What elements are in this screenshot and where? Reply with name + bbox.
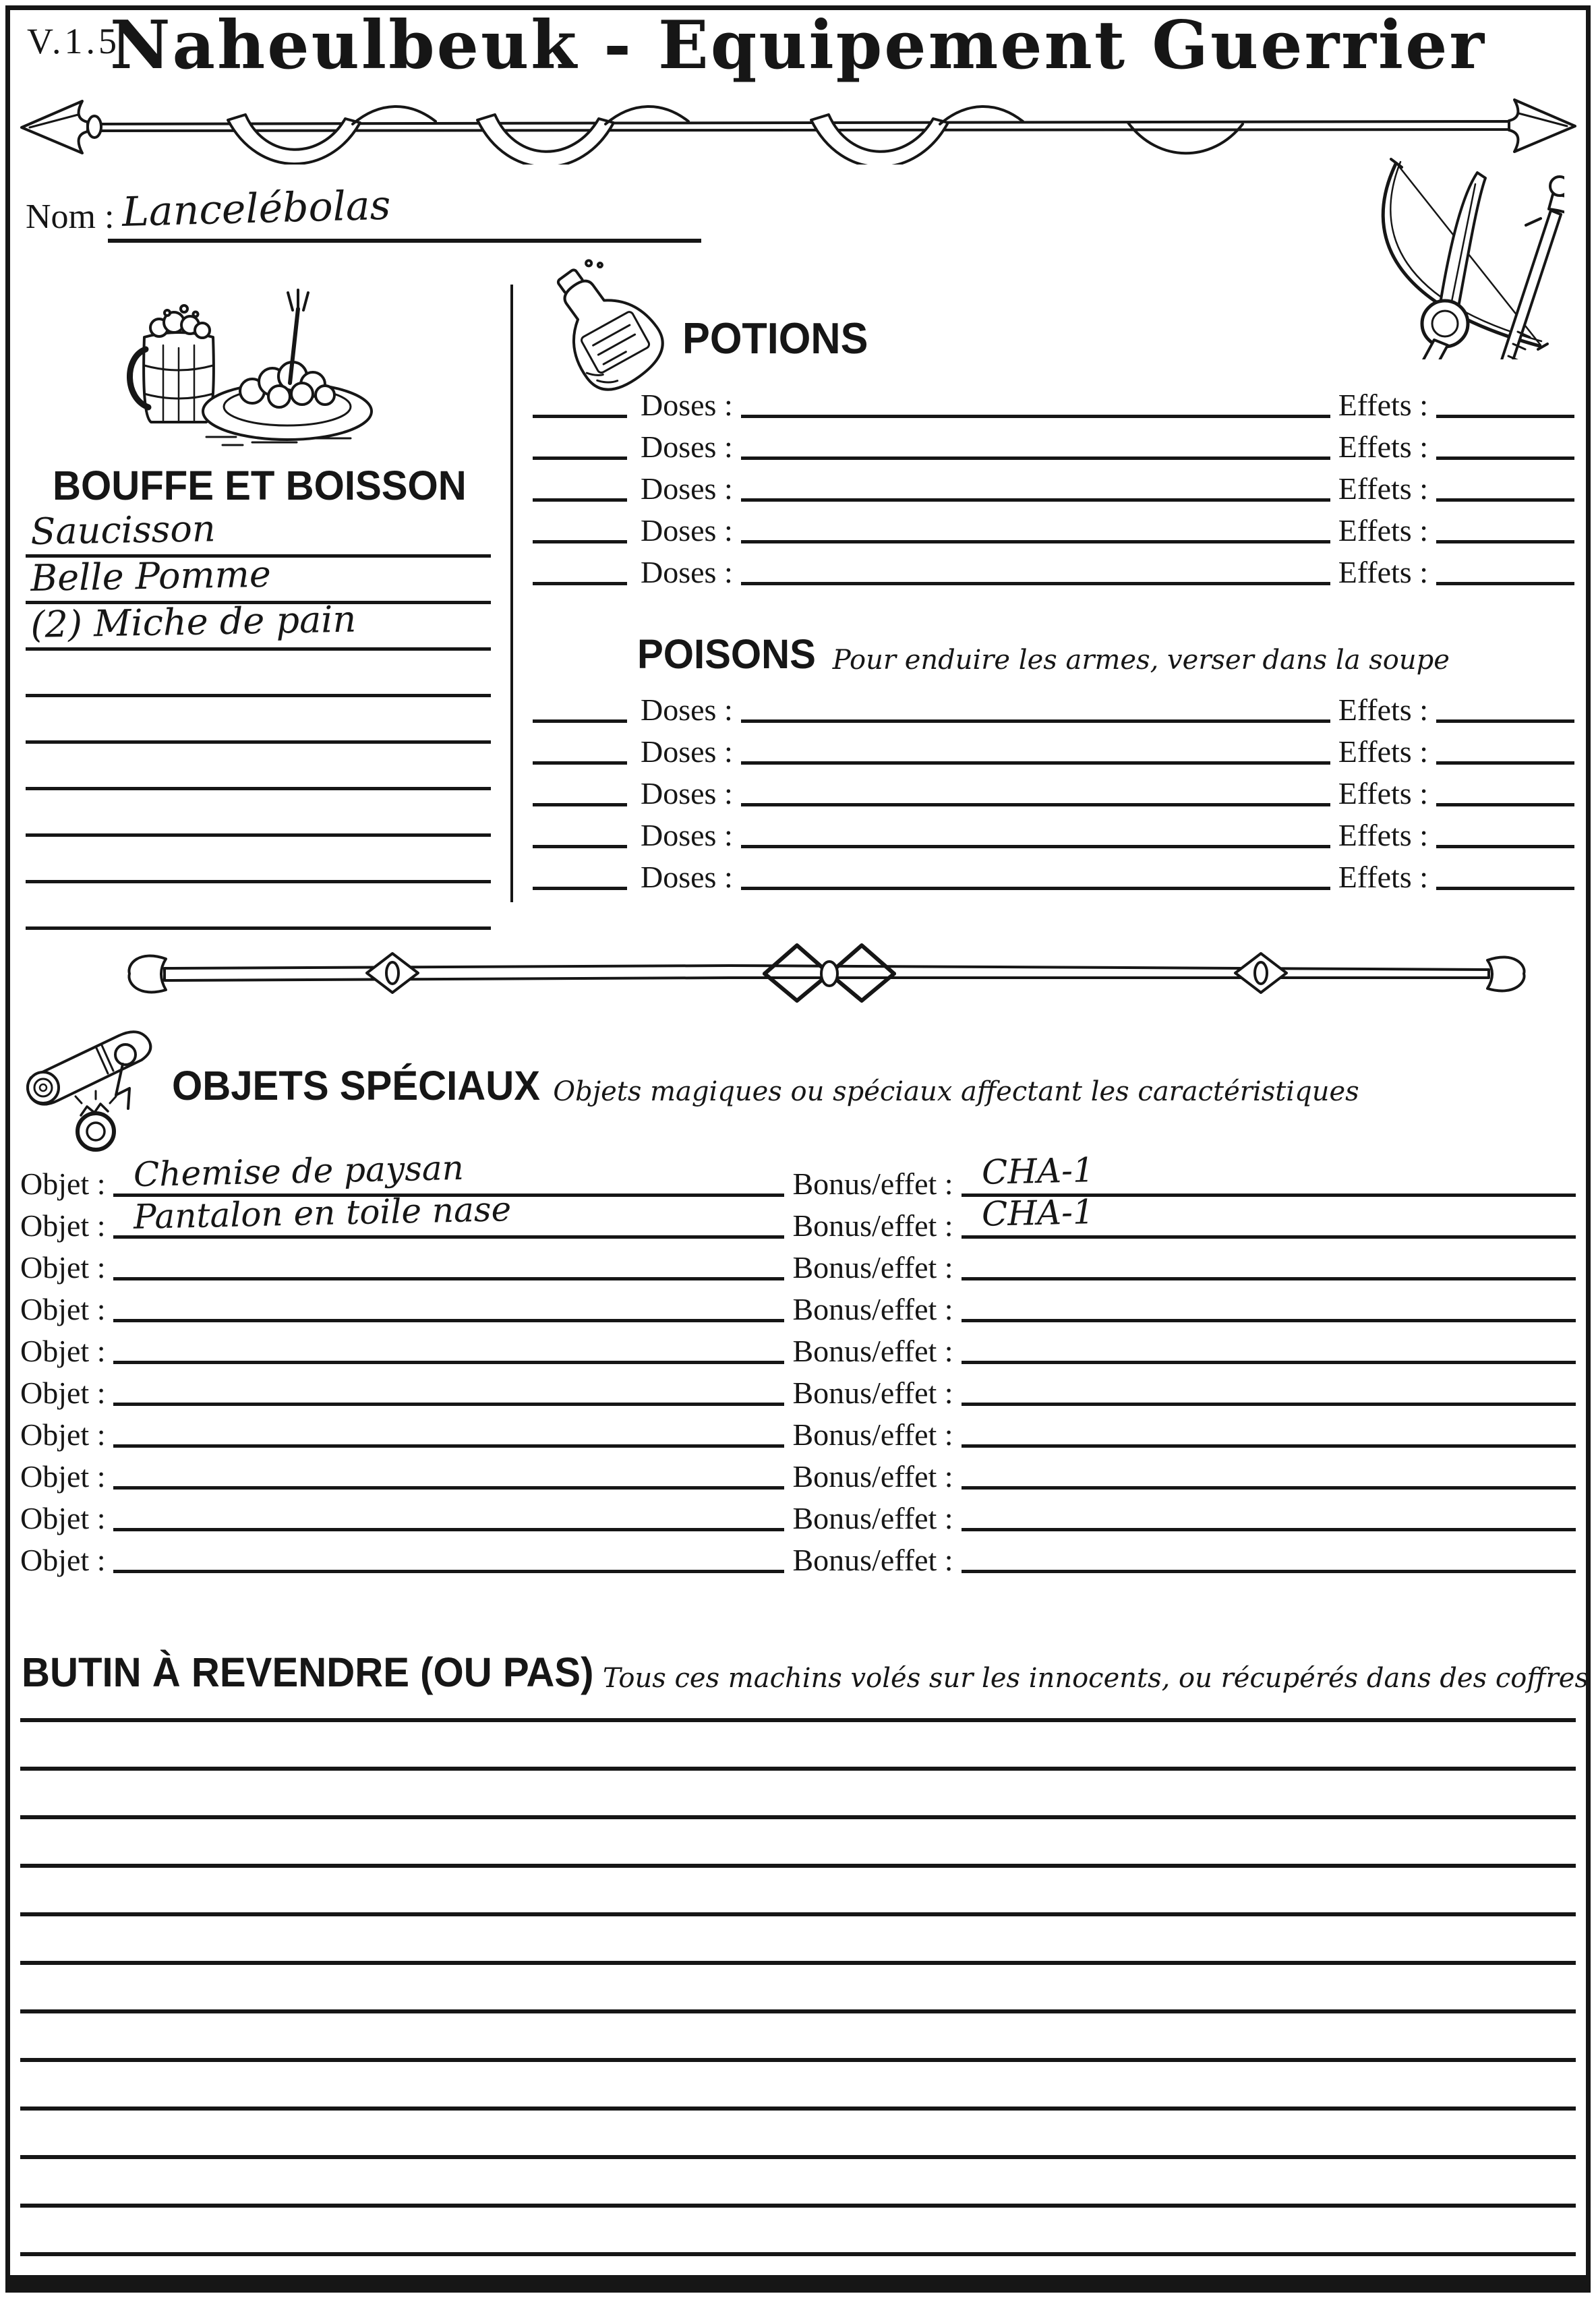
potion-dose-label: Doses :: [641, 513, 733, 548]
poison-dose-field[interactable]: [741, 867, 1330, 890]
poison-effet-label: Effets :: [1338, 776, 1428, 811]
bonus-field[interactable]: [962, 1383, 1576, 1406]
poison-dose-label: Doses :: [641, 818, 733, 852]
objet-field[interactable]: [113, 1258, 784, 1280]
bonus-label: Bonus/effet :: [792, 1459, 953, 1494]
objet-label: Objet :: [20, 1250, 106, 1285]
poison-dose-label: Doses :: [641, 693, 733, 727]
potion-row: [533, 502, 1574, 548]
bouffe-line-field[interactable]: [26, 883, 491, 930]
potion-effet-field[interactable]: [1436, 437, 1574, 460]
poisons-table: [533, 681, 1574, 894]
potion-dose-field[interactable]: [741, 395, 1330, 418]
potion-effet-label: Effets :: [1338, 430, 1428, 464]
objets-heading: OBJETS SPÉCIAUX: [172, 1062, 541, 1109]
butin-line-field[interactable]: [20, 1916, 1576, 1965]
butin-list: [20, 1674, 1576, 2298]
bouffe-line-field[interactable]: [26, 744, 491, 790]
objets-table: [20, 1148, 1576, 1577]
bonus-label: Bonus/effet :: [792, 1334, 953, 1368]
version-label: V.1.5: [27, 21, 121, 61]
column-divider: [510, 285, 513, 902]
objet-field[interactable]: [113, 1508, 784, 1531]
bonus-field[interactable]: [962, 1258, 1576, 1280]
bonus-value: CHA-1: [980, 1150, 1094, 1192]
poison-count-field[interactable]: [533, 784, 627, 806]
butin-line-field[interactable]: [20, 1771, 1576, 1819]
butin-heading: BUTIN À REVENDRE (OU PAS): [22, 1649, 594, 1696]
objet-label: Objet :: [20, 1376, 106, 1410]
bouffe-list: [26, 507, 491, 930]
poison-effet-label: Effets :: [1338, 818, 1428, 852]
objet-label: Objet :: [20, 1459, 106, 1494]
objet-label: Objet :: [20, 1417, 106, 1452]
potion-dose-label: Doses :: [641, 388, 733, 422]
bonus-field[interactable]: [962, 1467, 1576, 1490]
potion-effet-field[interactable]: [1436, 521, 1574, 543]
butin-line-field[interactable]: [20, 2256, 1576, 2298]
bouffe-line-field[interactable]: [26, 552, 491, 604]
bouffe-line-field[interactable]: [26, 651, 491, 697]
potion-effet-label: Effets :: [1338, 555, 1428, 589]
butin-subtitle: Tous ces machins volés sur les innocents, ou récupérés dans des coffres: [602, 1663, 1589, 1694]
objet-field[interactable]: [113, 1425, 784, 1448]
objet-row: [20, 1406, 1576, 1452]
poison-effet-field[interactable]: [1436, 825, 1574, 848]
objet-row: [20, 1148, 1576, 1201]
objet-value: Chemise de paysan: [133, 1148, 465, 1195]
potion-row: [533, 543, 1574, 589]
poison-effet-field[interactable]: [1436, 742, 1574, 765]
poison-dose-label: Doses :: [641, 734, 733, 769]
potion-count-field[interactable]: [533, 479, 627, 502]
objets-header: [172, 1062, 1359, 1110]
bouffe-line-field[interactable]: [26, 597, 491, 651]
bouffe-line-field[interactable]: [26, 837, 491, 883]
bouffe-line-field[interactable]: [26, 697, 491, 744]
bonus-field[interactable]: [962, 1508, 1576, 1531]
potion-effet-field[interactable]: [1436, 395, 1574, 418]
page-title: Naheulbeuk - Equipement Guerrier: [109, 7, 1487, 84]
bouffe-line-field[interactable]: [26, 507, 491, 558]
poisons-subtitle: Pour enduire les armes, verser dans la soupe: [832, 645, 1450, 676]
poison-count-field[interactable]: [533, 742, 627, 765]
objets-subtitle: Objets magiques ou spéciaux affectant les caractéristiques: [553, 1076, 1359, 1107]
bonus-label: Bonus/effet :: [792, 1501, 953, 1535]
poison-count-field[interactable]: [533, 825, 627, 848]
objet-row: [20, 1364, 1576, 1410]
name-value: Lancelébolas: [121, 181, 392, 236]
butin-line-field[interactable]: [20, 2013, 1576, 2062]
objet-field[interactable]: [113, 1467, 784, 1490]
bonus-label: Bonus/effet :: [792, 1292, 953, 1326]
bonus-field[interactable]: [962, 1550, 1576, 1573]
potion-count-field[interactable]: [533, 521, 627, 543]
poison-count-field[interactable]: [533, 700, 627, 723]
poison-count-field[interactable]: [533, 867, 627, 890]
poison-dose-label: Doses :: [641, 776, 733, 811]
butin-line-field[interactable]: [20, 1674, 1576, 1722]
bonus-field[interactable]: [962, 1299, 1576, 1322]
objet-label: Objet :: [20, 1208, 106, 1243]
poisons-header: [637, 630, 1450, 678]
food-and-drink-icon: [120, 283, 383, 448]
potion-row: [533, 460, 1574, 506]
objet-row: [20, 1448, 1576, 1494]
bonus-label: Bonus/effet :: [792, 1208, 953, 1243]
bonus-label: Bonus/effet :: [792, 1543, 953, 1577]
objet-field[interactable]: [113, 1189, 784, 1239]
potion-dose-label: Doses :: [641, 555, 733, 589]
objet-label: Objet :: [20, 1334, 106, 1368]
potion-dose-label: Doses :: [641, 471, 733, 506]
poison-effet-label: Effets :: [1338, 734, 1428, 769]
staff-divider-icon: [123, 939, 1531, 1006]
poison-effet-field[interactable]: [1436, 867, 1574, 890]
poison-row: [533, 806, 1574, 852]
name-field[interactable]: [108, 181, 701, 243]
objet-row: [20, 1322, 1576, 1368]
butin-line-field[interactable]: [20, 1722, 1576, 1771]
poison-dose-field[interactable]: [741, 700, 1330, 723]
objet-label: Objet :: [20, 1292, 106, 1326]
bonus-label: Bonus/effet :: [792, 1167, 953, 1201]
poison-row: [533, 723, 1574, 769]
bonus-label: Bonus/effet :: [792, 1376, 953, 1410]
objet-field[interactable]: [113, 1550, 784, 1573]
potion-dose-field[interactable]: [741, 521, 1330, 543]
potions-heading: POTIONS: [682, 314, 868, 363]
potion-row: [533, 418, 1574, 464]
poison-effet-field[interactable]: [1436, 700, 1574, 723]
bouffe-heading: BOUFFE ET BOISSON: [53, 462, 467, 509]
bouffe-entry-value: Saucisson: [30, 507, 216, 553]
objet-label: Objet :: [20, 1501, 106, 1535]
poisons-heading: POISONS: [637, 630, 816, 678]
butin-line-field[interactable]: [20, 2062, 1576, 2111]
objet-field[interactable]: [113, 1341, 784, 1364]
bouffe-line-field[interactable]: [26, 790, 491, 837]
potion-count-field[interactable]: [533, 437, 627, 460]
poison-dose-field[interactable]: [741, 825, 1330, 848]
potion-effet-label: Effets :: [1338, 471, 1428, 506]
poison-effet-label: Effets :: [1338, 693, 1428, 727]
bonus-value: CHA-1: [980, 1192, 1094, 1234]
potion-dose-label: Doses :: [641, 430, 733, 464]
bouffe-entry-value: (2) Miche de pain: [30, 597, 357, 646]
potion-count-field[interactable]: [533, 562, 627, 585]
butin-line-field[interactable]: [20, 2111, 1576, 2159]
objet-row: [20, 1280, 1576, 1326]
butin-line-field[interactable]: [20, 1965, 1576, 2013]
objet-row: [20, 1239, 1576, 1285]
objet-field[interactable]: [113, 1299, 784, 1322]
objet-label: Objet :: [20, 1543, 106, 1577]
potions-table: [533, 376, 1574, 589]
name-label: Nom :: [26, 198, 115, 236]
potion-dose-field[interactable]: [741, 437, 1330, 460]
objet-row: [20, 1490, 1576, 1535]
bonus-label: Bonus/effet :: [792, 1250, 953, 1285]
butin-line-field[interactable]: [20, 1819, 1576, 1868]
bonus-field[interactable]: [962, 1192, 1576, 1239]
bonus-field[interactable]: [962, 1341, 1576, 1364]
potion-dose-field[interactable]: [741, 479, 1330, 502]
objet-field[interactable]: [113, 1383, 784, 1406]
poison-row: [533, 765, 1574, 811]
crossed-weapons-icon: [1338, 154, 1564, 359]
potion-effet-label: Effets :: [1338, 513, 1428, 548]
poison-effet-label: Effets :: [1338, 860, 1428, 894]
bonus-field[interactable]: [962, 1425, 1576, 1448]
objet-label: Objet :: [20, 1167, 106, 1201]
butin-line-field[interactable]: [20, 2159, 1576, 2208]
poison-effet-field[interactable]: [1436, 784, 1574, 806]
poison-dose-label: Doses :: [641, 860, 733, 894]
bonus-label: Bonus/effet :: [792, 1417, 953, 1452]
poison-row: [533, 681, 1574, 727]
potion-count-field[interactable]: [533, 395, 627, 418]
potion-effet-field[interactable]: [1436, 479, 1574, 502]
poison-dose-field[interactable]: [741, 742, 1330, 765]
butin-line-field[interactable]: [20, 1868, 1576, 1916]
objet-row: [20, 1531, 1576, 1577]
poison-dose-field[interactable]: [741, 784, 1330, 806]
magic-scroll-icon: [16, 1013, 175, 1158]
potion-effet-field[interactable]: [1436, 562, 1574, 585]
poison-row: [533, 848, 1574, 894]
bouffe-entry-value: Belle Pomme: [30, 552, 272, 599]
potion-dose-field[interactable]: [741, 562, 1330, 585]
butin-line-field[interactable]: [20, 2208, 1576, 2256]
objet-value: Pantalon en toile nase: [133, 1189, 512, 1237]
potion-row: [533, 376, 1574, 422]
potion-effet-label: Effets :: [1338, 388, 1428, 422]
objet-row: [20, 1189, 1576, 1243]
